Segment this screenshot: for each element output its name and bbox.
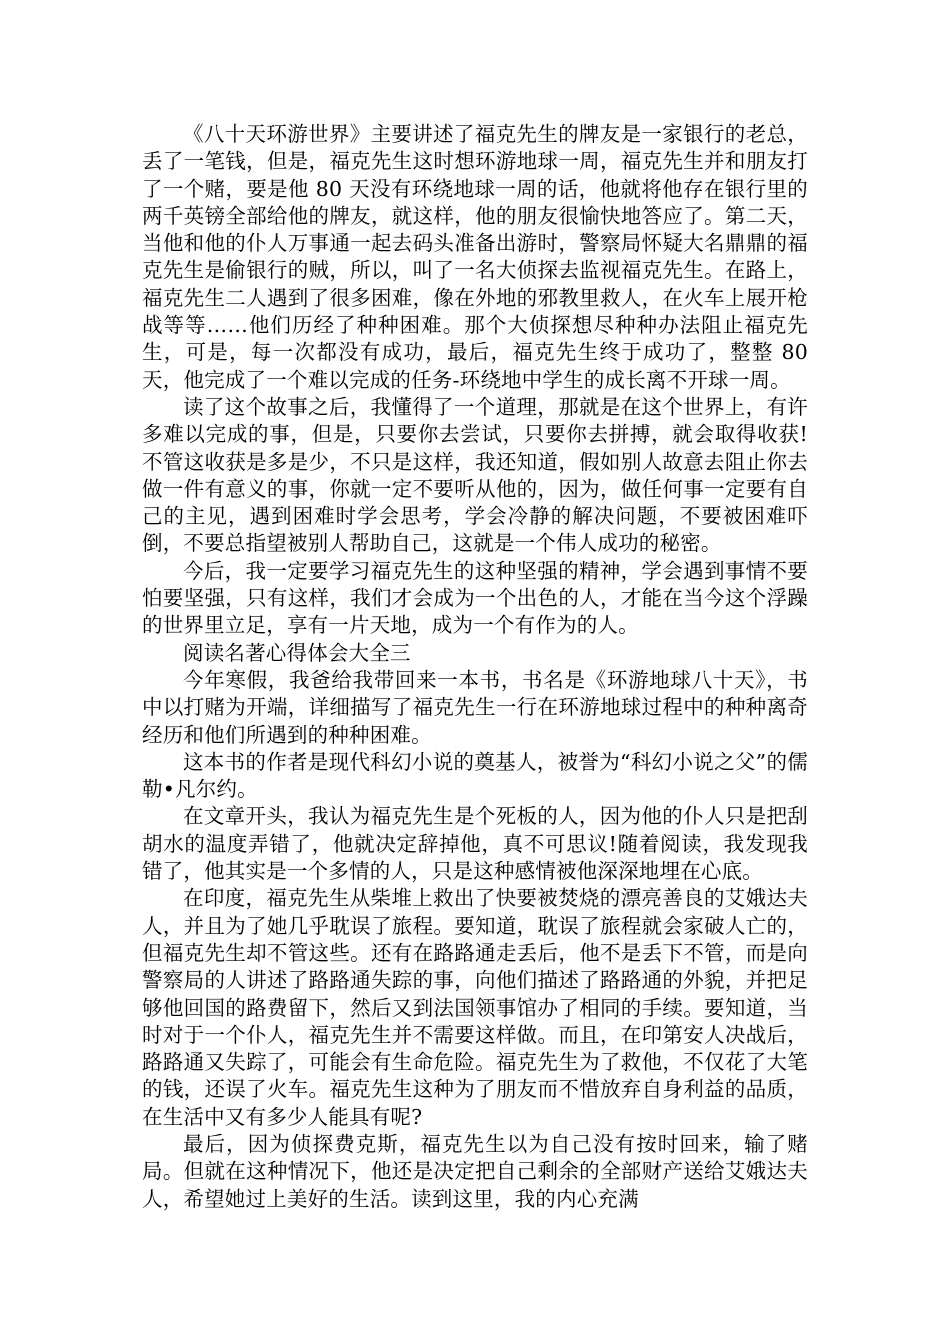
paragraph-resolution: 今后，我一定要学习福克先生的这种坚强的精神，学会遇到事情不要怕要坚强，只有这样，我们才会成为一个出色的人，才能在当今这个浮躁的世界里立足，享有一片天地，成为一个有作为的人。 [142,558,808,638]
paragraph-first-impression: 在文章开头，我认为福克先生是个死板的人，因为他的仆人只是把刮胡水的温度弄错了，他就决定辞掉他，真不可思议!随着阅读，我发现我错了，他其实是一个多情的人，只是这种感情被他深深地埋在心底。 [142,804,808,884]
paragraph-author: 这本书的作者是现代科幻小说的奠基人，被誉为“科幻小说之父”的儒勒•凡尔约。 [142,749,808,802]
document-body [142,121,808,1213]
section-heading: 阅读名著心得体会大全三 [183,640,411,665]
paragraph-story-summary: 《八十天环游世界》主要讲述了福克先生的牌友是一家银行的老总，丢了一笔钱，但是，福克先生这时想环游地球一周，福克先生并和朋友打了一个赌，要是他 80 天没有环绕地球一周的话，他就将他存在银行里的两千英镑全部给他的牌友，就这样，他的朋友很愉快地答应了。第二天，当他和他的仆人万事通一起去码头准备出游时，警察局怀疑大名鼎鼎的福克先生是偷银行的贼，所以，叫了一名大侦探去监视福克先生。在路上，福克先生二人遇到了很多困难，像在外地的邪教里救人，在火车上展开枪战等等……他们历经了种种困难。那个大侦探想尽种种办法阻止福克先生，可是，每一次都没有成功，最后，福克先生终于成功了，整整 80 天，他完成了一个难以完成的任务-环绕地中学生的成长离不开球一周。 [142,122,808,392]
paragraph-winter-break: 今年寒假，我爸给我带回来一本书，书名是《环游地球八十天》，书中以打赌为开端，详细描写了福克先生一行在环游地球过程中的种种离奇经历和他们所遇到的种种困难。 [142,667,808,747]
paragraph-india: 在印度，福克先生从柴堆上救出了快要被焚烧的漂亮善良的艾娥达夫人，并且为了她几乎耽误了旅程。要知道，耽误了旅程就会家破人亡的，但福克先生却不管这些。还有在路路通走丢后，他不是丢下不管，而是向警察局的人讲述了路路通失踪的事，向他们描述了路路通的外貌，并把足够他回国的路费留下，然后又到法国领事馆办了相同的手续。要知道，当时对于一个仆人，福克先生并不需要这样做。而且，在印第安人决战后，路路通又失踪了，可能会有生命危险。福克先生为了救他，不仅花了大笔的钱，还误了火车。福克先生这种为了朋友而不惜放弃自身利益的品质，在生活中又有多少人能具有呢? [142,886,808,1129]
paragraph-ending: 最后，因为侦探费克斯，福克先生以为自己没有按时回来，输了赌局。但就在这种情况下，他还是决定把自己剩余的全部财产送给艾娥达夫人，希望她过上美好的生活。读到这里，我的内心充满 [142,1131,808,1211]
paragraph-lesson: 读了这个故事之后，我懂得了一个道理，那就是在这个世界上，有许多难以完成的事，但是，只要你去尝试，只要你去拼搏，就会取得收获!不管这收获是多是少，不只是这样，我还知道，假如别人故意去阻止你去做一件有意义的事，你就一定不要听从他的，因为，做任何事一定要有自己的主见，遇到困难时学会思考，学会冷静的解决问题，不要被困难吓倒，不要总指望被别人帮助自己，这就是一个伟人成功的秘密。 [142,394,808,556]
